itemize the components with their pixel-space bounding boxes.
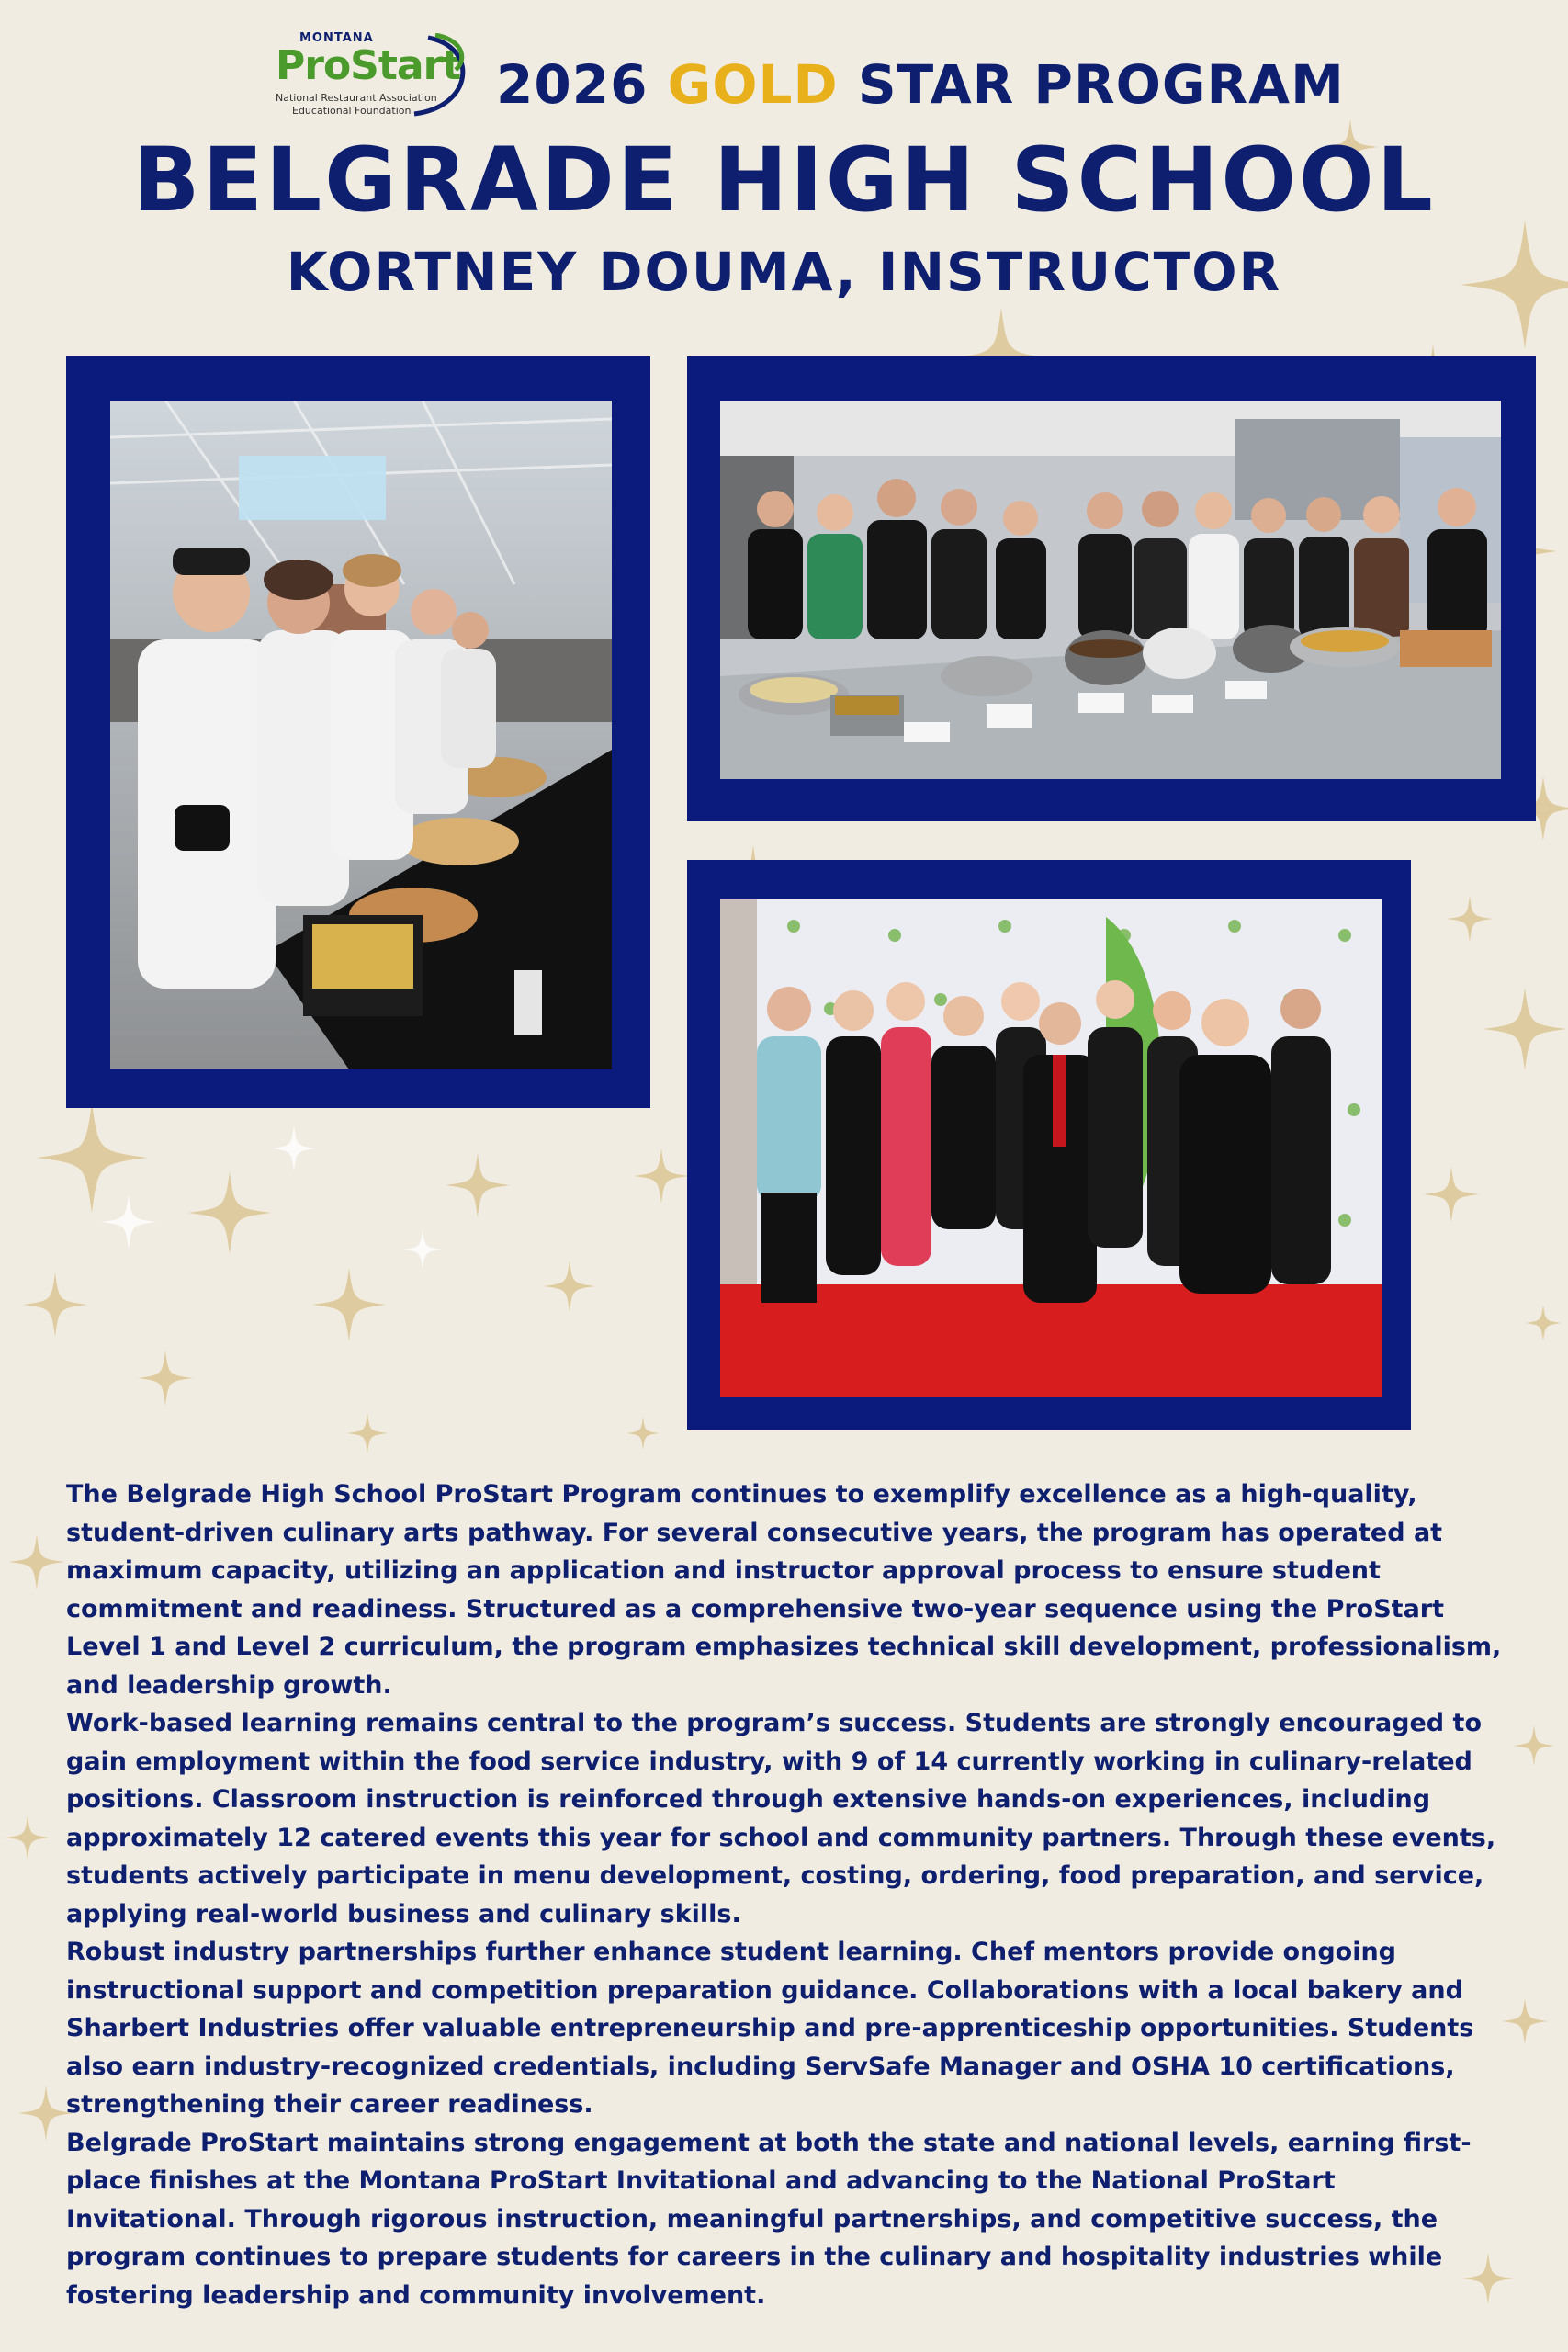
paragraph-3: Robust industry partnerships further enhance student learning. Chef mentors provide ongoing instructional support and competition preparation guidance. Collaborations with a local bakery and Sharbert Industries offer valuable entrepreneurship and pre-apprenticeship opportunities. Students also earn industry-recognized credentials, including ServSafe Manager and OSHA 10 certifications, strengthening their career readiness. <box>66 1938 1474 2119</box>
students-serving-food-photo <box>110 401 612 1069</box>
paragraph-4: Belgrade ProStart maintains strong engagement at both the state and national levels, earning first-place finishes at the Montana ProStart Invitational and advancing to the National ProStart Invitational. Through rigorous instruction, meaningful partnerships, and competitive success, the program continues to prepare students for careers in the culinary and hospitality industries while fostering leadership and community involvement. <box>66 2128 1472 2310</box>
program-year: 2026 <box>496 53 649 116</box>
prostart-logo <box>272 31 474 123</box>
paragraph-1: The Belgrade High School ProStart Program continues to exemplify excellence as a high-quality, student-driven culinary arts pathway. For several consecutive years, the program has operated at maximum capacity, utilizing an application and instructor approval process to ensure student commitment and readiness. Structured as a comprehensive two-year sequence using the ProStart Level 1 and Level 2 curriculum, the program emphasizes technical skill development, professionalism, and leadership growth. <box>66 1480 1502 1700</box>
students-red-carpet-photo <box>720 899 1382 1396</box>
school-name: BELGRADE HIGH SCHOOL <box>132 129 1436 232</box>
instructor-name: KORTNEY DOUMA, INSTRUCTOR <box>286 241 1282 303</box>
program-gold: GOLD <box>667 53 839 116</box>
students-kitchen-buffet-photo <box>720 401 1501 779</box>
logo-line-2: National Restaurant Association <box>276 92 437 104</box>
logo-state: MONTANA <box>299 31 374 45</box>
logo-swoosh-icon <box>410 33 474 120</box>
program-rest: STAR PROGRAM <box>857 53 1345 116</box>
paragraph-2: Work-based learning remains central to the program’s success. Students are strongly encouraged to gain employment within the food service industry, with 9 of 14 currently working in culinary-related positions. Classroom instruction is reinforced through extensive hands-on experiences, including approximately 12 catered events this year for school and community partners. Through these events, students actively participate in menu development, costing, ordering, food preparation, and service, applying real-world business and culinary skills. <box>66 1709 1496 1928</box>
logo-line-3: Educational Foundation <box>292 105 412 117</box>
program-title <box>496 53 1345 116</box>
logo-brand: ProStart <box>276 42 461 89</box>
program-description <box>66 1476 1508 2314</box>
